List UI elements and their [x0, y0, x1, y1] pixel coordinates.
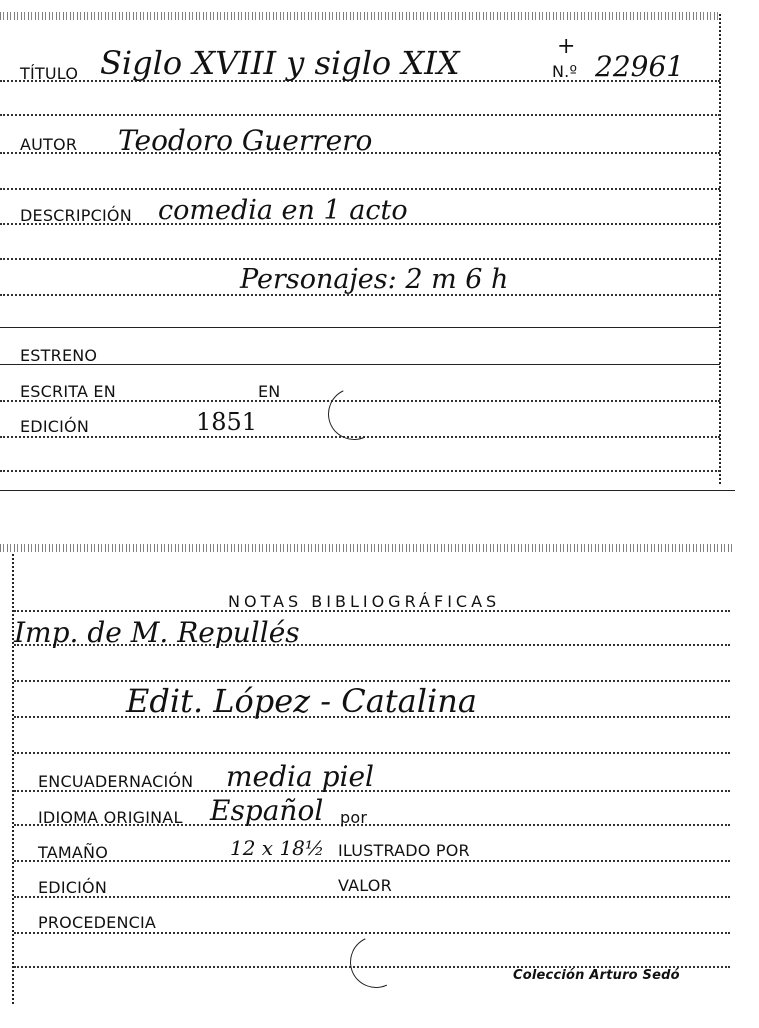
- rule-line: [0, 188, 720, 190]
- rule-line: [14, 896, 730, 898]
- rule-line: [0, 470, 720, 472]
- label-numero: N.º: [552, 62, 578, 81]
- label-tamano: TAMAÑO: [38, 843, 108, 862]
- value-descripcion: comedia en 1 acto: [158, 195, 408, 226]
- value-idioma-original: Español: [210, 794, 324, 827]
- label-estreno: ESTRENO: [20, 346, 98, 365]
- value-autor: Teodoro Guerrero: [118, 124, 373, 157]
- note-imprenta: Imp. de M. Repullés: [14, 616, 300, 649]
- rule-line: [14, 752, 730, 754]
- label-idioma-original: IDIOMA ORIGINAL: [38, 808, 183, 827]
- label-edicion: EDICIÓN: [38, 878, 108, 897]
- value-numero: 22961: [595, 50, 685, 83]
- rule-line: [0, 364, 720, 365]
- value-titulo: Siglo XVIII y siglo XIX: [100, 44, 460, 82]
- rule-line: [14, 932, 730, 934]
- value-edicion: 1851: [196, 408, 258, 436]
- punch-hole: [343, 929, 410, 996]
- label-edicion: EDICIÓN: [20, 417, 90, 436]
- label-valor: VALOR: [338, 876, 392, 895]
- label-por: por: [340, 808, 368, 827]
- rule-line: [14, 610, 730, 612]
- value-encuadernacion: media piel: [226, 760, 374, 793]
- rule-line: [0, 327, 720, 328]
- card-top-edge: [0, 544, 735, 552]
- card-right-edge: [719, 14, 721, 484]
- label-en: EN: [258, 382, 281, 401]
- catalog-card-top: [0, 0, 759, 495]
- number-mark: +: [557, 34, 576, 59]
- collection-footer: Colección Arturo Sedó: [513, 968, 680, 983]
- label-escrita-en: ESCRITA EN: [20, 382, 116, 401]
- label-encuadernacion: ENCUADERNACIÓN: [38, 772, 194, 791]
- card-top-edge: [0, 12, 720, 20]
- rule-line: [14, 860, 730, 862]
- label-ilustrado-por: ILUSTRADO POR: [338, 841, 470, 860]
- card-bottom-edge: [0, 490, 735, 491]
- value-personajes: Personajes: 2 m 6 h: [240, 264, 509, 295]
- value-tamano: 12 x 18½: [230, 836, 325, 860]
- label-procedencia: PROCEDENCIA: [38, 913, 157, 932]
- rule-line: [0, 258, 720, 260]
- notes-heading: NOTAS BIBLIOGRÁFICAS: [228, 592, 501, 611]
- label-autor: AUTOR: [20, 135, 78, 154]
- label-titulo: TÍTULO: [20, 64, 79, 83]
- rule-line: [0, 114, 720, 116]
- label-descripcion: DESCRIPCIÓN: [20, 206, 132, 225]
- note-editorial: Edit. López - Catalina: [126, 682, 477, 720]
- catalog-card-bottom: [0, 540, 759, 1028]
